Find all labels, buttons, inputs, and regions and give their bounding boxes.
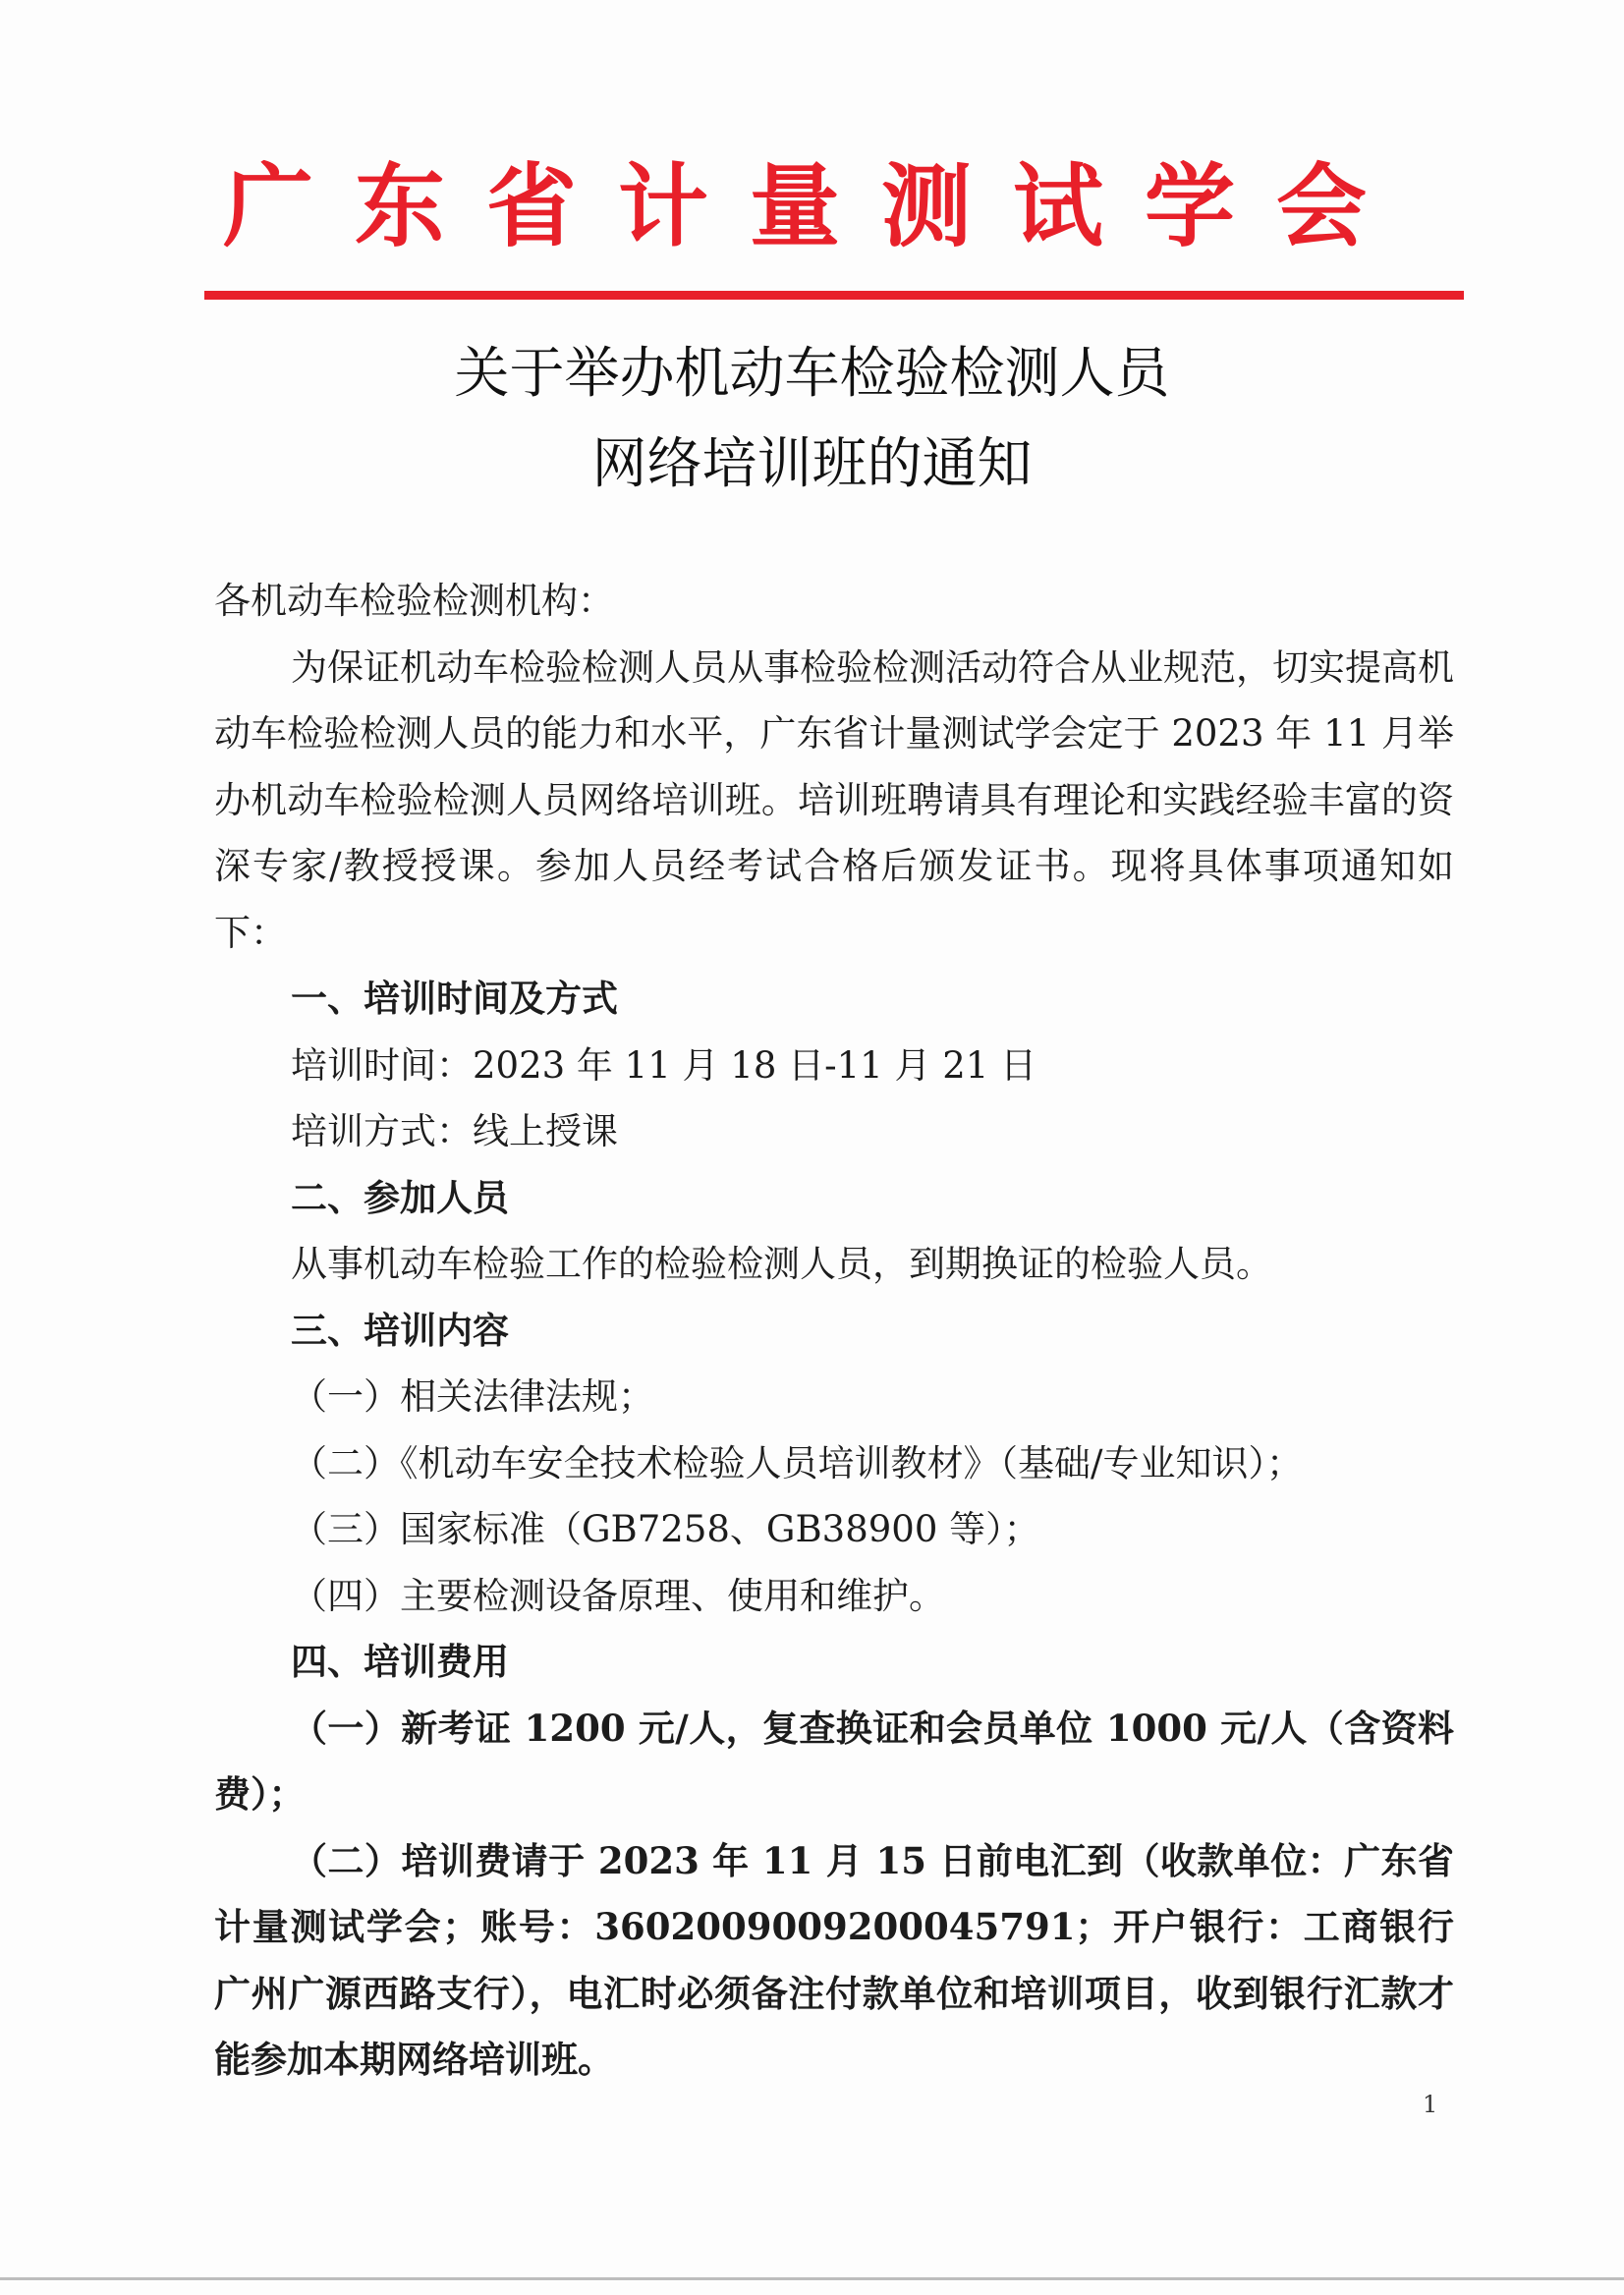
page-number: 1 (1423, 2091, 1438, 2118)
content-item-2: （二）《机动车安全技术检验人员培训教材》（基础/专业知识）； (291, 1441, 1303, 1484)
training-method: 培训方式：线上授课 (291, 1110, 618, 1152)
organization-header: 广东省计量测试学会 (222, 153, 1408, 259)
section-1-heading: 一、培训时间及方式 (291, 977, 618, 1020)
section-4-heading: 四、培训费用 (291, 1640, 509, 1683)
scan-bottom-edge (0, 2277, 1624, 2280)
content-item-3: （三）国家标准（GB7258、GB38900 等）； (291, 1508, 1040, 1550)
content-item-1: （一）相关法律法规； (291, 1375, 654, 1418)
document-title (196, 329, 1428, 510)
title-line-1: 关于举办机动车检验检测人员 (454, 342, 1170, 406)
document-body (214, 568, 1454, 2094)
participants-text: 从事机动车检验工作的检验检测人员，到期换证的检验人员。 (291, 1243, 1272, 1285)
content-item-4: （四）主要检测设备原理、使用和维护。 (291, 1574, 945, 1617)
red-header-rule (204, 291, 1464, 300)
section-2-heading: 二、参加人员 (291, 1175, 509, 1219)
section-3-heading: 三、培训内容 (291, 1308, 509, 1352)
intro-paragraph: 为保证机动车检验检测人员从事检验检测活动符合从业规范，切实提高机动车检验检测人员的能力和水平，广东省计量测试学会定于 2023 年 11 月举办机动车检验检测人员网络培训班。培训班聘请具有理论和实践经验丰富的资深专家/教授授课。参加人员经考试合格后颁发证书。现将具体事项通知如下： (214, 645, 1454, 954)
salutation: 各机动车检验检测机构： (214, 580, 614, 622)
training-time: 培训时间：2023 年 11 月 18 日-11 月 21 日 (291, 1043, 1037, 1087)
fee-item-1: （一）新考证 1200 元/人，复查换证和会员单位 1000 元/人（含资料费）； (214, 1706, 1454, 1816)
title-line-2: 网络培训班的通知 (591, 432, 1033, 496)
fee-item-2: （二）培训费请于 2023 年 11 月 15 日前电汇到（收款单位：广东省计量测试学会；账号：3602009009200045791；开户银行：工商银行广州广源西路支行），电汇时必须备注付款单位和培训项目，收到银行汇款才能参加本期网络培训班。 (214, 1838, 1454, 2081)
